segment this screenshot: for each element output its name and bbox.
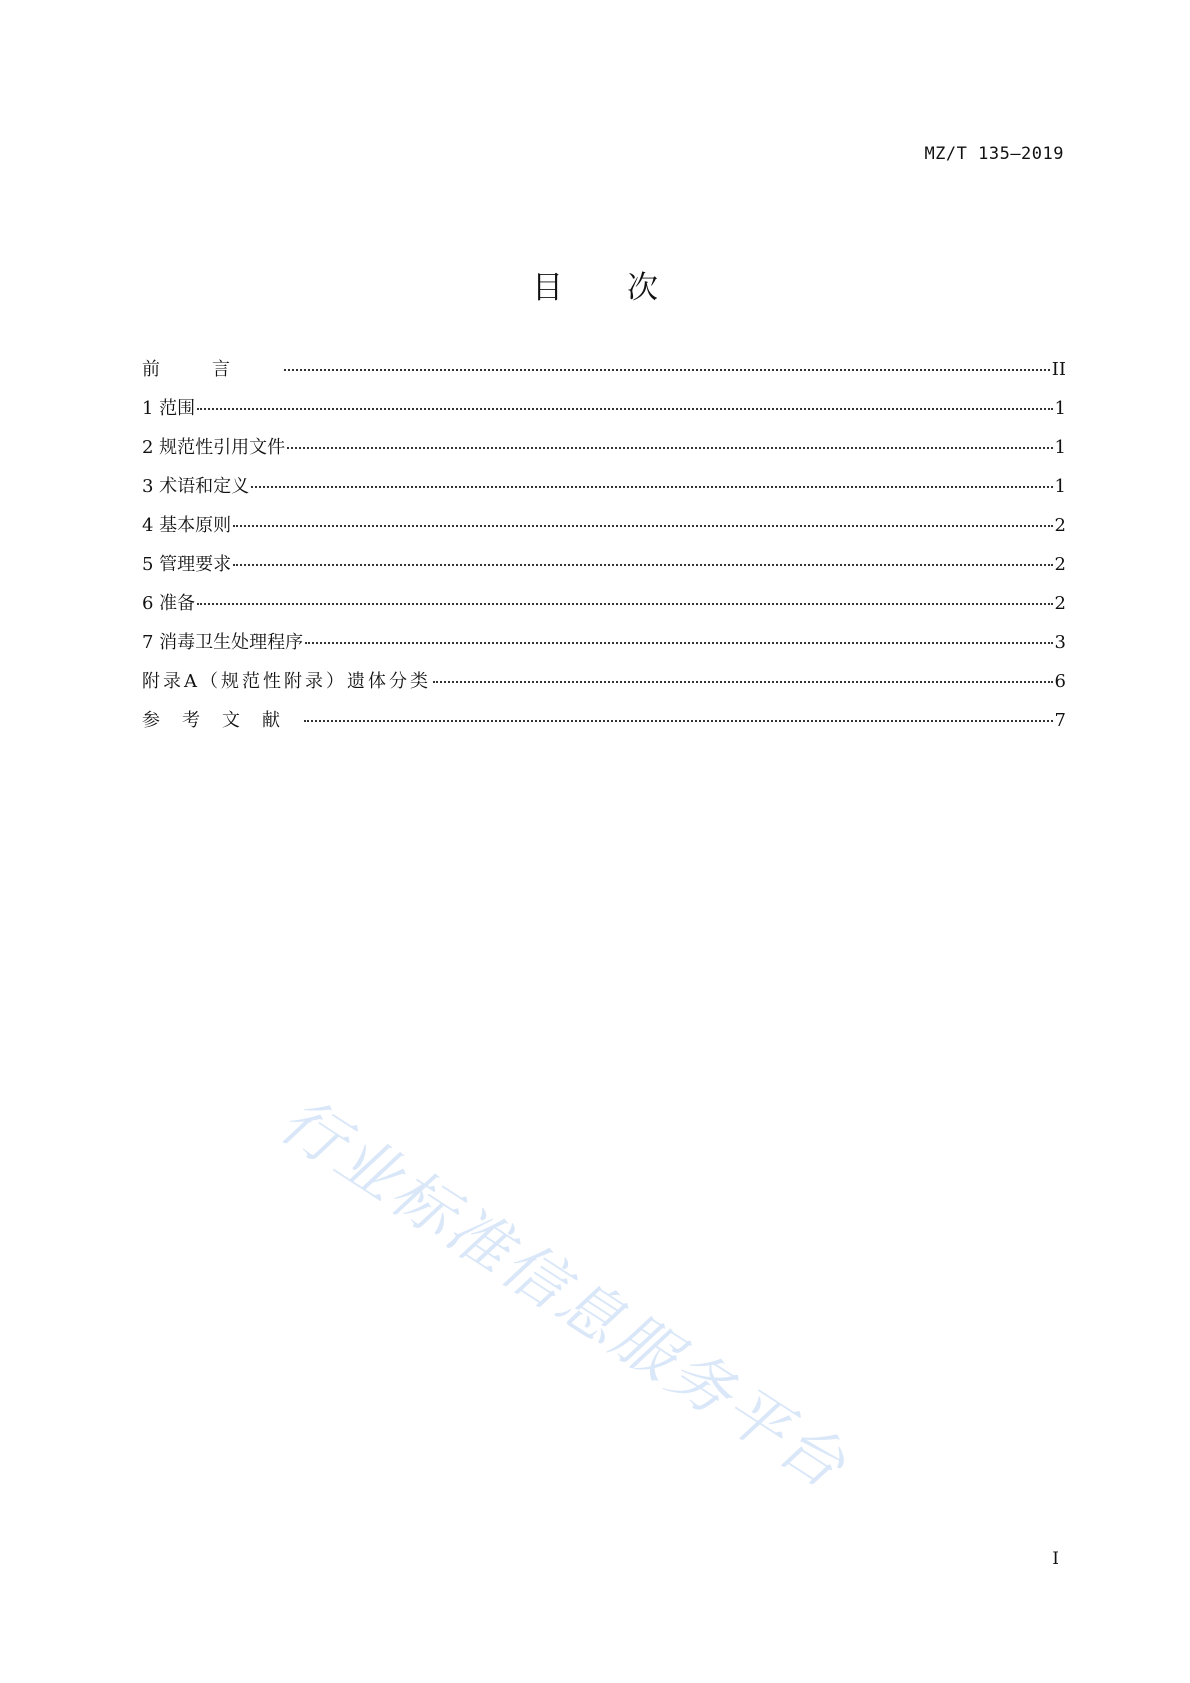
toc-entry-terms-definitions[interactable] — [142, 472, 1066, 511]
toc-entry-page: 1 — [1054, 476, 1066, 497]
toc-leader-dots — [233, 564, 1052, 566]
toc-entry-page: 1 — [1054, 398, 1066, 419]
toc-leader-dots — [197, 603, 1052, 605]
toc-leader-dots — [287, 447, 1052, 449]
watermark: 行业标准信息服务平台 — [267, 1083, 861, 1504]
toc-leader-dots — [251, 486, 1052, 488]
toc-entry-label: 1 范围 — [142, 398, 196, 419]
toc-entry-label: 参考文献 — [142, 710, 302, 731]
toc-entry-disinfection-procedure[interactable] — [142, 628, 1066, 667]
toc-entry-preparation[interactable] — [142, 589, 1066, 628]
toc-entry-page: 3 — [1054, 632, 1066, 653]
toc-entry-basic-principles[interactable] — [142, 511, 1066, 550]
page-number: I — [1052, 1549, 1059, 1569]
toc-entry-label: 4 基本原则 — [142, 515, 232, 536]
toc-entry-label: 附录A（规范性附录）遗体分类 — [142, 671, 431, 692]
toc-entry-label: 2 规范性引用文件 — [142, 437, 286, 458]
standard-code: MZ/T 135—2019 — [924, 144, 1064, 164]
toc-entry-page: 2 — [1054, 554, 1066, 575]
toc-entry-page: 2 — [1054, 593, 1066, 614]
toc-leader-dots — [233, 525, 1052, 527]
toc-entry-label: 3 术语和定义 — [142, 476, 250, 497]
toc-leader-dots — [433, 681, 1053, 683]
toc-entry-management-requirements[interactable] — [142, 550, 1066, 589]
toc-entry-label: 5 管理要求 — [142, 554, 232, 575]
toc-title-part1: 目 — [532, 270, 563, 306]
toc-leader-dots — [304, 720, 1053, 722]
toc-entry-label: 6 准备 — [142, 593, 196, 614]
toc-entry-scope[interactable] — [142, 394, 1066, 433]
toc-entry-page: 2 — [1054, 515, 1066, 536]
toc-entry-label: 7 消毒卫生处理程序 — [142, 632, 304, 653]
toc-entry-foreword[interactable] — [142, 355, 1066, 394]
toc-entry-page: 6 — [1054, 671, 1066, 692]
toc-leader-dots — [197, 408, 1052, 410]
toc-leader-dots — [284, 369, 1050, 371]
toc-entry-label: 前言 — [142, 359, 282, 380]
toc-leader-dots — [305, 642, 1052, 644]
toc-entry-page: 7 — [1054, 710, 1066, 731]
toc-title-part2: 次 — [627, 270, 658, 306]
toc-entry-appendix-a[interactable] — [142, 667, 1066, 706]
table-of-contents — [142, 355, 1066, 745]
toc-entry-normative-references[interactable] — [142, 433, 1066, 472]
toc-title — [0, 262, 1190, 307]
toc-entry-bibliography[interactable] — [142, 706, 1066, 745]
toc-entry-page: 1 — [1054, 437, 1066, 458]
toc-entry-page: II — [1051, 359, 1066, 380]
